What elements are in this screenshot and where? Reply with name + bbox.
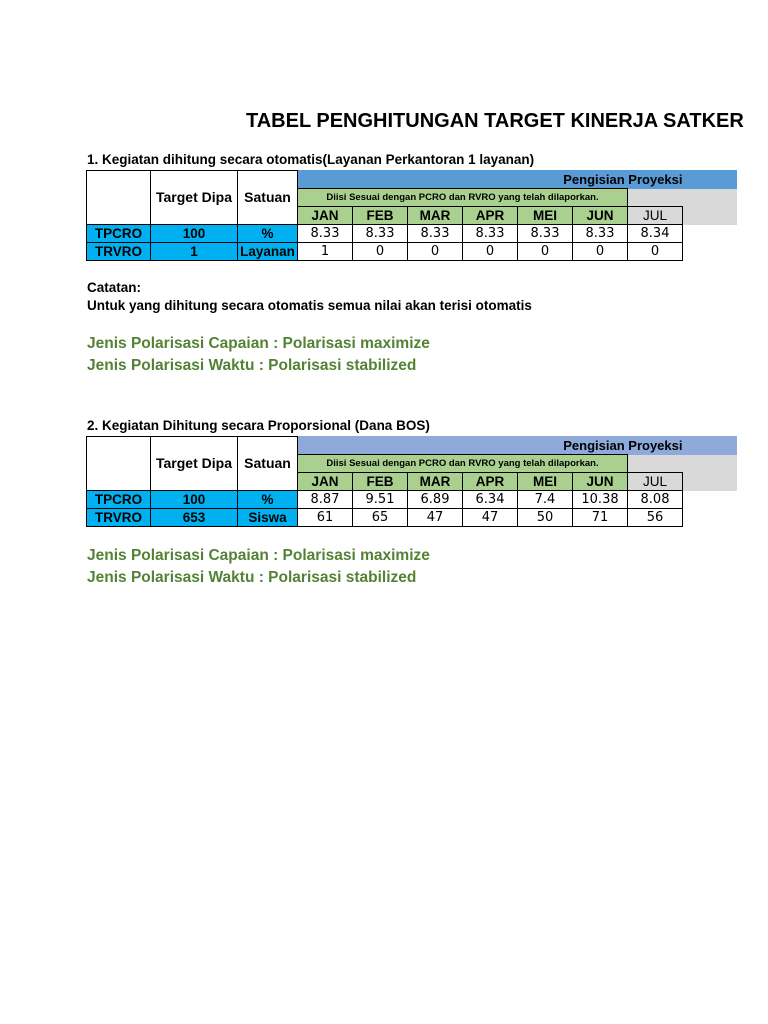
row-target[interactable]: 100 [151,491,238,509]
value-cell[interactable]: 8.08 [628,491,683,509]
grey-overflow [683,207,737,225]
month-header: MEI [518,207,573,225]
value-cell[interactable]: 8.33 [353,225,408,243]
table-row [87,225,737,243]
empty-cell [683,509,737,527]
value-cell[interactable]: 8.34 [628,225,683,243]
grey-cell [628,189,683,207]
row-satuan[interactable]: Layanan [238,243,298,261]
value-cell[interactable]: 0 [518,243,573,261]
proyeksi-overflow [683,171,737,189]
row-satuan[interactable]: Siswa [238,509,298,527]
empty-cell [683,225,737,243]
section2-heading: 2. Kegiatan Dihitung secara Proporsional (Dana BOS) [87,418,430,433]
value-cell[interactable]: 50 [518,509,573,527]
proyeksi-overflow [683,437,737,455]
catatan-text: Untuk yang dihitung secara otomatis semua nilai akan terisi otomatis [87,298,532,313]
pengisian-proyeksi-header: Pengisian Proyeksi [298,437,683,455]
row-target[interactable]: 1 [151,243,238,261]
month-header: JUL [628,207,683,225]
polarisasi-waktu: Jenis Polarisasi Waktu : Polarisasi stabilized [87,357,417,374]
polarisasi-capaian: Jenis Polarisasi Capaian : Polarisasi maximize [87,335,430,352]
month-header: JUN [573,473,628,491]
value-cell[interactable]: 8.33 [463,225,518,243]
value-cell[interactable]: 47 [463,509,518,527]
pengisian-proyeksi-header: Pengisian Proyeksi [298,171,683,189]
month-header: JUL [628,473,683,491]
value-cell[interactable]: 0 [408,243,463,261]
table-row [87,243,737,261]
row-label: TRVRO [87,243,151,261]
diisi-note: Diisi Sesuai dengan PCRO dan RVRO yang telah dilaporkan. [298,189,628,207]
value-cell[interactable]: 47 [408,509,463,527]
month-header: APR [463,207,518,225]
value-cell[interactable]: 71 [573,509,628,527]
col-target-dipa: Target Dipa [151,171,238,225]
value-cell[interactable]: 8.33 [573,225,628,243]
row-label: TPCRO [87,225,151,243]
section1-table [86,170,737,261]
value-cell[interactable]: 0 [628,243,683,261]
value-cell[interactable]: 8.87 [298,491,353,509]
empty-cell [683,243,737,261]
polarisasi-capaian: Jenis Polarisasi Capaian : Polarisasi maximize [87,547,430,564]
value-cell[interactable]: 65 [353,509,408,527]
corner-cell [87,437,151,491]
col-satuan: Satuan [238,437,298,491]
table-row [87,509,737,527]
grey-cell [628,455,683,473]
value-cell[interactable]: 7.4 [518,491,573,509]
value-cell[interactable]: 6.89 [408,491,463,509]
month-header: FEB [353,207,408,225]
month-header: JAN [298,473,353,491]
value-cell[interactable]: 0 [463,243,518,261]
value-cell[interactable]: 0 [353,243,408,261]
row-target[interactable]: 100 [151,225,238,243]
month-header: JAN [298,207,353,225]
month-header: MAR [408,473,463,491]
empty-cell [683,491,737,509]
col-target-dipa: Target Dipa [151,437,238,491]
col-satuan: Satuan [238,171,298,225]
section2-table [86,436,737,527]
table-row [87,491,737,509]
value-cell[interactable]: 1 [298,243,353,261]
value-cell[interactable]: 0 [573,243,628,261]
value-cell[interactable]: 10.38 [573,491,628,509]
value-cell[interactable]: 6.34 [463,491,518,509]
row-satuan[interactable]: % [238,491,298,509]
value-cell[interactable]: 8.33 [408,225,463,243]
row-target[interactable]: 653 [151,509,238,527]
row-label: TPCRO [87,491,151,509]
catatan-label: Catatan: [87,280,142,295]
month-header: APR [463,473,518,491]
row-label: TRVRO [87,509,151,527]
value-cell[interactable]: 61 [298,509,353,527]
month-header: MAR [408,207,463,225]
corner-cell [87,171,151,225]
value-cell[interactable]: 9.51 [353,491,408,509]
grey-overflow [683,189,737,207]
row-satuan[interactable]: % [238,225,298,243]
grey-overflow [683,455,737,473]
value-cell[interactable]: 8.33 [298,225,353,243]
month-header: MEI [518,473,573,491]
grey-overflow [683,473,737,491]
page-title: TABEL PENGHITUNGAN TARGET KINERJA SATKER [246,110,744,132]
value-cell[interactable]: 8.33 [518,225,573,243]
month-header: FEB [353,473,408,491]
diisi-note: Diisi Sesuai dengan PCRO dan RVRO yang telah dilaporkan. [298,455,628,473]
value-cell[interactable]: 56 [628,509,683,527]
month-header: JUN [573,207,628,225]
section1-heading: 1. Kegiatan dihitung secara otomatis(Layanan Perkantoran 1 layanan) [87,152,535,167]
polarisasi-waktu: Jenis Polarisasi Waktu : Polarisasi stabilized [87,569,417,586]
